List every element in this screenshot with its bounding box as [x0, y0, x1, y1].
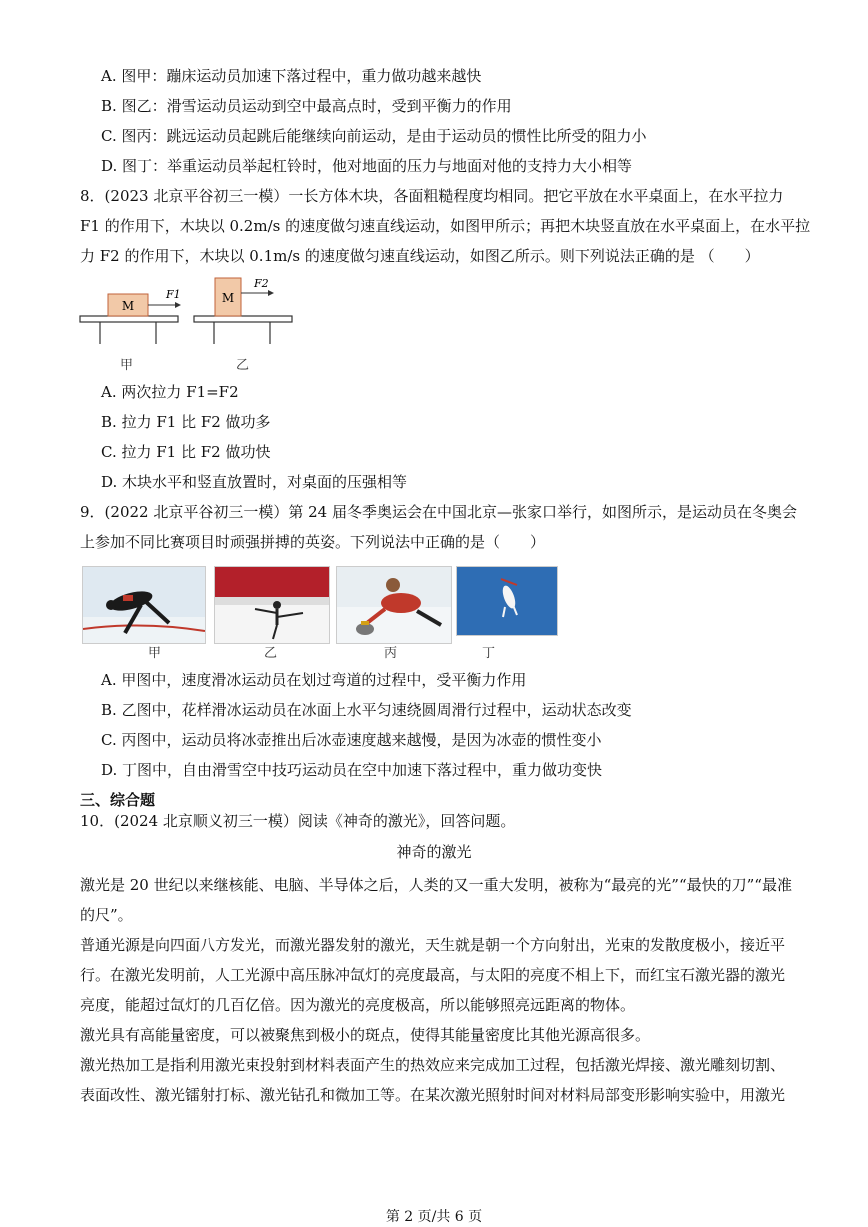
table-left — [80, 316, 178, 322]
q9-stem-line-1: 9．(2022 北京平谷初三一模）第 24 届冬季奥运会在中国北京—张家口举行，如图所示，是运动员在冬奥会 — [80, 503, 797, 521]
article-paragraph-1: 激光是 20 世纪以来继核能、电脑、半导体之后，人类的又一重大发明，被称为“最亮的光”“最快的刀”“最准的尺”。 — [80, 876, 792, 924]
q8-option-c — [101, 442, 270, 462]
option-text: 图丁：举重运动员举起杠铃时，他对地面的压力与地面对他的支持力大小相等 — [122, 157, 633, 175]
option-letter: D. — [101, 157, 118, 175]
q9-caption-4: 丁 — [482, 646, 496, 661]
option-letter: D. — [101, 761, 118, 779]
option-letter: B. — [101, 413, 117, 431]
page-footer: 第 2 页/共 6 页 — [385, 1209, 483, 1225]
aerial-skiing-photo — [456, 566, 558, 636]
q8-figure — [78, 276, 298, 348]
option-text: 拉力 F1 比 F2 做功快 — [121, 443, 271, 461]
q9-caption-1: 甲 — [148, 646, 162, 661]
q9-caption-2: 乙 — [264, 646, 278, 661]
figure-skating-photo — [214, 566, 330, 644]
block-label: M — [121, 299, 135, 313]
option-letter: A. — [101, 671, 117, 689]
curling-photo — [336, 566, 452, 644]
option-letter: A. — [101, 67, 117, 85]
article-title: 神奇的激光 — [396, 843, 472, 861]
q7-option-c — [101, 126, 647, 146]
option-text: 两次拉力 F1=F2 — [121, 383, 239, 401]
q7-option-d — [101, 156, 632, 176]
option-text: 图甲：蹦床运动员加速下落过程中，重力做功越来越快 — [121, 67, 482, 85]
table-right — [194, 316, 292, 322]
article-paragraph-2: 普通光源是向四面八方发光，而激光器发射的激光，天生就是朝一个方向射出，光束的发散度极小，接近平行。在激光发明前，人工光源中高压脉冲氙灯的亮度最高，与太阳的亮度不相上下，而红宝石激光器的激光亮度，能超过氙灯的几百亿倍。因为激光的亮度极高，所以能够照亮远距离的物体。 — [80, 936, 786, 1014]
option-letter: C. — [101, 443, 117, 461]
q8-option-a — [101, 382, 239, 402]
q9-option-c — [101, 730, 602, 750]
force2-label: F2 — [254, 277, 269, 290]
q9-option-a — [101, 670, 526, 690]
q8-option-b — [101, 412, 271, 432]
q8-stem-line-2: F1 的作用下，木块以 0.2m/s 的速度做匀速直线运动，如图甲所示；再把木块竖直放在水平桌面上，在水平拉 — [80, 217, 811, 235]
option-letter: B. — [101, 701, 117, 719]
q8-caption-1: 甲 — [120, 358, 134, 373]
q7-option-a — [101, 66, 481, 86]
q9-option-b — [101, 700, 632, 720]
q7-option-b — [101, 96, 512, 116]
option-letter: A. — [101, 383, 117, 401]
option-letter: C. — [101, 731, 117, 749]
option-letter: B. — [101, 97, 117, 115]
option-letter: D. — [101, 473, 118, 491]
option-text: 图丙：跳远运动员起跳后能继续向前运动，是由于运动员的惯性比所受的阻力小 — [121, 127, 647, 145]
q8-caption-2: 乙 — [236, 358, 250, 373]
speed-skating-photo — [82, 566, 206, 644]
q8-option-d — [101, 472, 407, 492]
q9-stem-line-2: 上参加不同比赛项目时顽强拼搏的英姿。下列说法中正确的是（ ） — [80, 533, 546, 551]
option-text: 木块水平和竖直放置时，对桌面的压强相等 — [122, 473, 408, 491]
q9-option-d — [101, 760, 602, 780]
option-text: 丙图中，运动员将冰壶推出后冰壶速度越来越慢，是因为冰壶的惯性变小 — [121, 731, 602, 749]
q8-stem-line-1: 8．(2023 北京平谷初三一模）一长方体木块，各面粗糙程度均相同。把它平放在水平桌面上，在水平拉力 — [80, 187, 784, 205]
article-paragraph-3: 激光具有高能量密度，可以被聚焦到极小的斑点，使得其能量密度比其他光源高很多。 — [80, 1026, 651, 1044]
article-paragraph-4: 激光热加工是指利用激光束投射到材料表面产生的热效应来完成加工过程，包括激光焊接、激光雕刻切割、表面改性、激光镭射打标、激光钻孔和微加工等。在某次激光照射时间对材料局部变形影响实验中，用激光 — [80, 1056, 786, 1104]
option-text: 图乙：滑雪运动员运动到空中最高点时，受到平衡力的作用 — [121, 97, 512, 115]
option-text: 丁图中，自由滑雪空中技巧运动员在空中加速下落过程中，重力做功变快 — [122, 761, 603, 779]
option-text: 乙图中，花样滑冰运动员在冰面上水平匀速绕圆周滑行过程中，运动状态改变 — [121, 701, 632, 719]
force1-label: F1 — [166, 288, 181, 301]
section-heading: 三、综合题 — [80, 791, 156, 809]
q9-caption-3: 丙 — [384, 646, 398, 661]
option-text: 拉力 F1 比 F2 做功多 — [121, 413, 271, 431]
block-label: M — [221, 291, 235, 305]
option-text: 甲图中，速度滑冰运动员在划过弯道的过程中，受平衡力作用 — [121, 671, 527, 689]
q10-intro: 10．(2024 北京顺义初三一模）阅读《神奇的激光》，回答问题。 — [80, 812, 516, 830]
option-letter: C. — [101, 127, 117, 145]
q8-stem-line-3: 力 F2 的作用下，木块以 0.1m/s 的速度做匀速直线运动，如图乙所示。则下列说法正确的是 （ ） — [80, 247, 760, 265]
